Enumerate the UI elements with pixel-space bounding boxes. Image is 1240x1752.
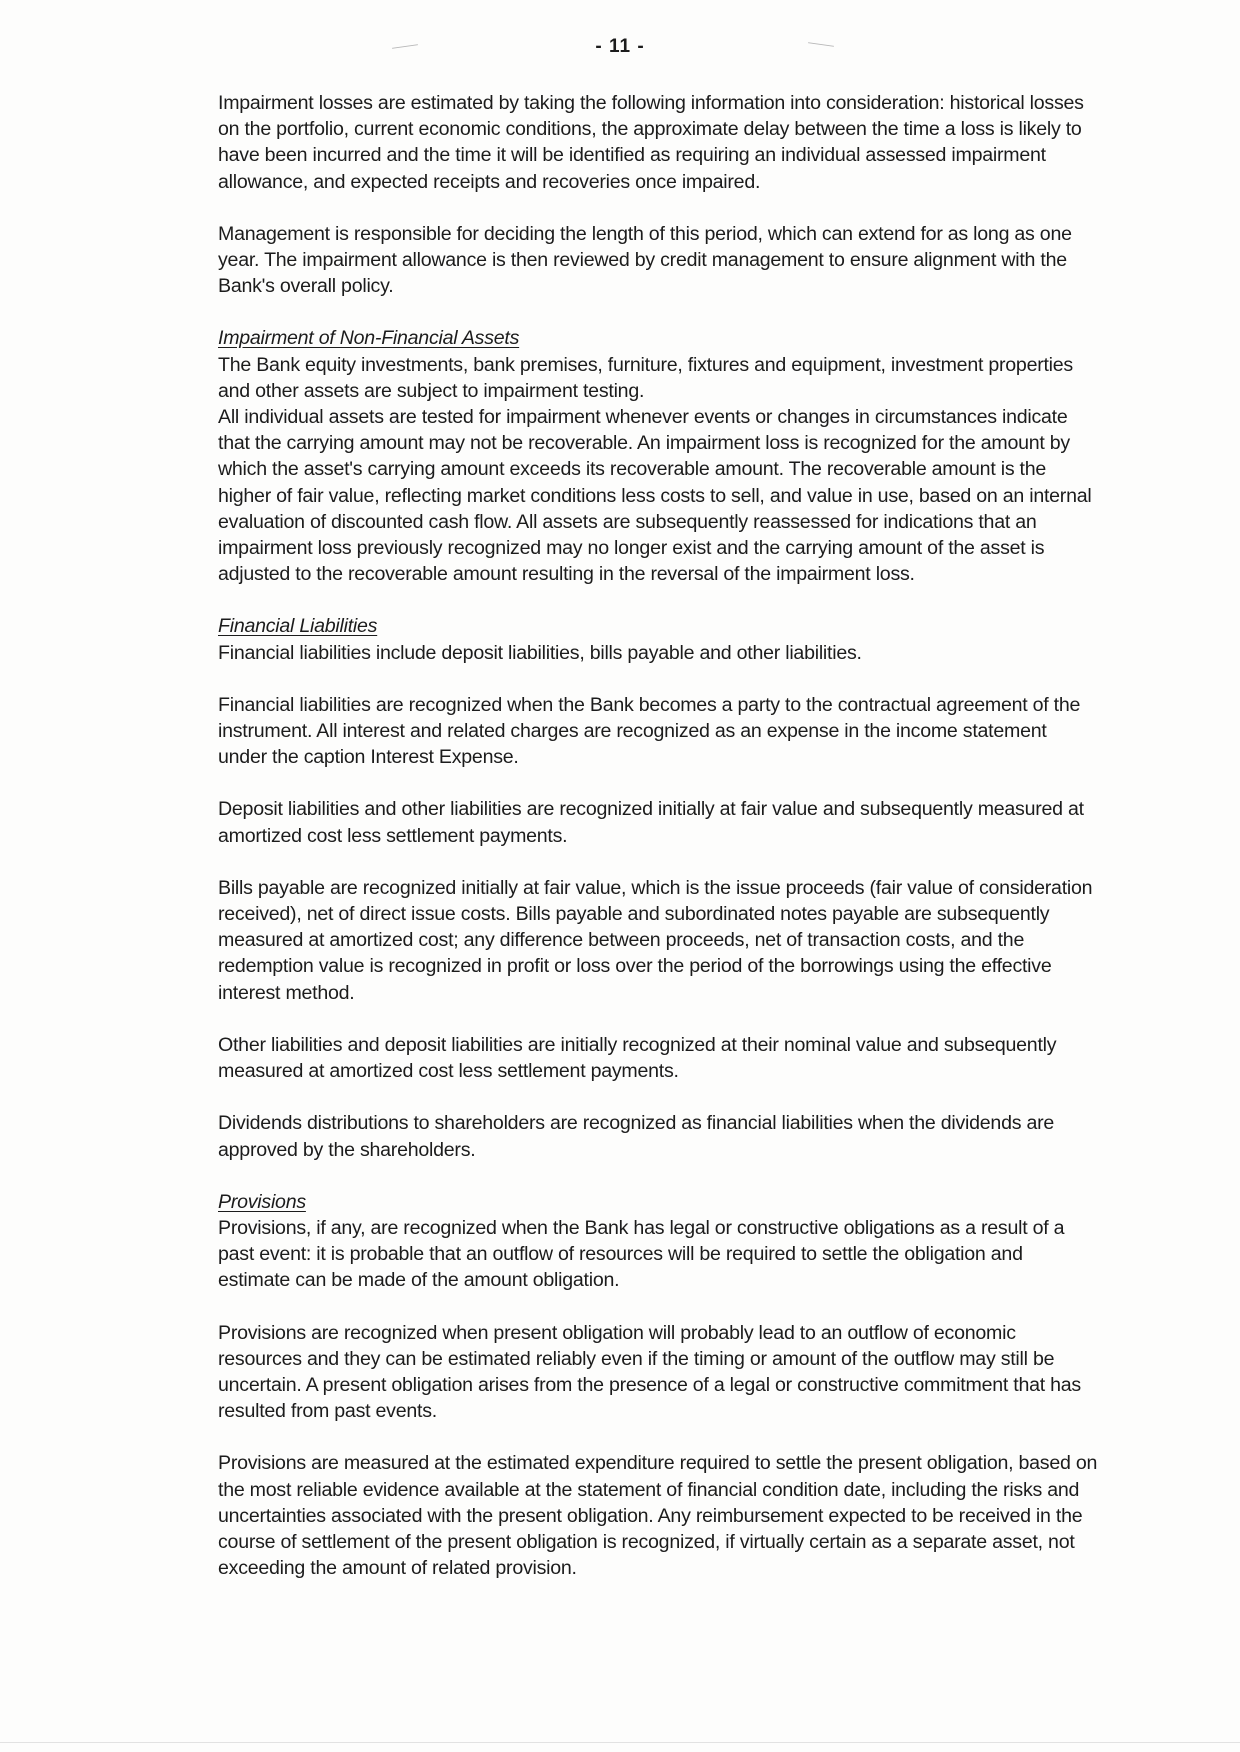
document-body bbox=[218, 90, 1098, 1581]
paragraph: Deposit liabilities and other liabilities are recognized initially at fair value and subsequently measured at amortized cost less settlement payments. bbox=[218, 798, 1084, 847]
paragraph: Provisions are measured at the estimated expenditure required to settle the present obligation, based on the most reliable evidence available at the statement of financial condition date, including the risks and uncertainties associated with the present obligation. Any reimbursement expected to be received in the course of settlement of the present obligation is recognized, if virtually certain as a separate asset, not exceeding the amount of related provision. bbox=[218, 1452, 1098, 1580]
paragraph: Provisions are recognized when present obligation will probably lead to an outflow of economic resources and they can be estimated reliably even if the timing or amount of the outflow may still be uncertain. A present obligation arises from the presence of a legal or constructive commitment that has resulted from past events. bbox=[218, 1321, 1081, 1423]
paragraph: The Bank equity investments, bank premises, furniture, fixtures and equipment, investment properties and other assets are subject to impairment testing. bbox=[218, 353, 1073, 402]
paragraph: Bills payable are recognized initially at fair value, which is the issue proceeds (fair value of consideration received), net of direct issue costs. Bills payable and subordinated notes payable are subsequently measured at amortized cost; any difference between proceeds, net of transaction costs, and the redemption value is recognized in profit or loss over the period of the borrowings using the effective interest method. bbox=[218, 876, 1093, 1004]
scan-edge-line bbox=[0, 1742, 1240, 1743]
section-heading-financial-liabilities: Financial Liabilities bbox=[218, 615, 378, 638]
section-heading-provisions: Provisions bbox=[218, 1190, 306, 1213]
paragraph: Other liabilities and deposit liabilities are initially recognized at their nominal value and subsequently measured at amortized cost less settlement payments. bbox=[218, 1033, 1057, 1083]
paragraph: Management is responsible for deciding the length of this period, which can extend for as long as one year. The impairment allowance is then reviewed by credit management to ensure alignment with the Bank's overall policy. bbox=[218, 222, 1072, 298]
section-heading-impairment-non-financial-assets: Impairment of Non-Financial Assets bbox=[218, 327, 520, 350]
page-number: - 11 - bbox=[595, 36, 645, 57]
paragraph: Provisions, if any, are recognized when the Bank has legal or constructive obligations as a result of a past event: it is probable that an outflow of resources will be required to settle the obligation and estimate can be made of the amount obligation. bbox=[218, 1216, 1065, 1292]
paragraph: Financial liabilities are recognized when the Bank becomes a party to the contractual agreement of the instrument. All interest and related charges are recognized as an expense in the income statement under the caption Interest Expense. bbox=[218, 693, 1081, 769]
paragraph: Dividends distributions to shareholders are recognized as financial liabilities when the dividends are approved by the shareholders. bbox=[218, 1112, 1055, 1161]
paragraph: All individual assets are tested for impairment whenever events or changes in circumstances indicate that the carrying amount may not be recoverable. An impairment loss is recognized for the amount by which the asset's carrying amount exceeds its recoverable amount. The recoverable amount is the higher of fair value, reflecting market conditions less costs to sell, and value in use, based on an internal evaluation of discounted cash flow. All assets are subsequently reassessed for indications that an impairment loss previously recognized may no longer exist and the carrying amount of the asset is adjusted to the recoverable amount resulting in the reversal of the impairment loss. bbox=[218, 406, 1092, 586]
paragraph: Financial liabilities include deposit liabilities, bills payable and other liabilities. bbox=[218, 641, 862, 664]
paragraph: Impairment losses are estimated by taking the following information into consideration: historical losses on the portfolio, current economic conditions, the approximate delay between the time a loss is likely to have been incurred and the time it will be identified as requiring an individual assessed impairment allowance, and expected receipts and recoveries once impaired. bbox=[218, 92, 1084, 193]
